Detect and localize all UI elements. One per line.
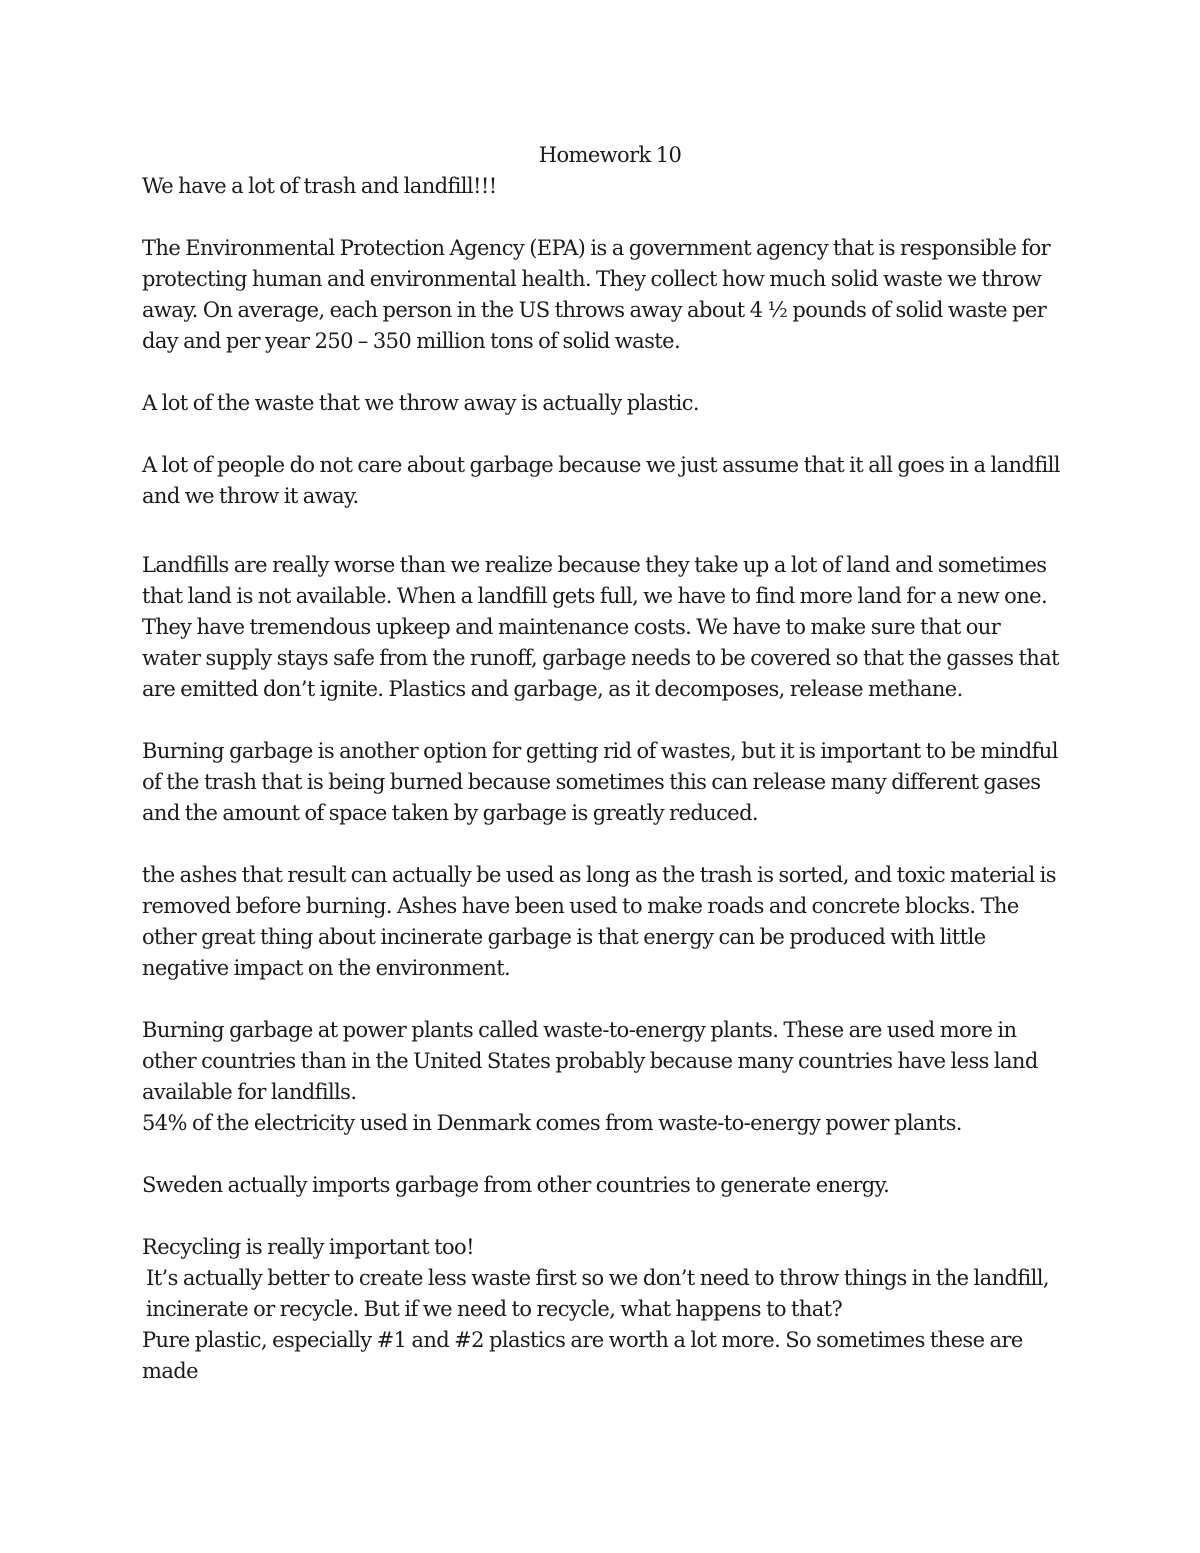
plastic-paragraph: A lot of the waste that we throw away is actually plastic. — [142, 391, 699, 415]
spacer — [142, 829, 1062, 860]
intro-line: We have a lot of trash and landfill!!! — [142, 174, 497, 198]
spacer — [142, 1201, 1062, 1232]
pure-plastic-paragraph: Pure plastic, especially #1 and #2 plastics are worth a lot more. So sometimes these are made — [142, 1328, 1023, 1383]
ashes-paragraph: the ashes that result can actually be used as long as the trash is sorted, and toxic material is removed before burning. Ashes have been used to make roads and concrete blocks. The other great thing about incinerate garbage is that energy can be produced with little negative impact on the environment. — [142, 863, 1056, 980]
power-plants-paragraph: Burning garbage at power plants called waste-to-energy plants. These are used more in other countries than in the United States probably because many countries have less land available for landfills. — [142, 1018, 1038, 1104]
document-page — [142, 140, 1062, 1387]
spacer — [142, 419, 1062, 450]
document-title: Homework 10 — [538, 143, 682, 167]
care-paragraph: A lot of people do not care about garbage because we just assume that it all goes in a landfill and we throw it away. — [142, 453, 1060, 508]
spacer — [142, 705, 1062, 736]
recycling-heading: Recycling is really important too! — [142, 1235, 474, 1259]
less-waste-paragraph: It’s actually better to create less waste first so we don’t need to throw things in the landfill, incinerate or recycle. But if we need to recycle, what happens to that? — [146, 1266, 1049, 1321]
burning-paragraph: Burning garbage is another option for getting rid of wastes, but it is important to be mindful of the trash that is being burned because sometimes this can release many different gases and the amount of space taken by garbage is greatly reduced. — [142, 739, 1058, 825]
spacer — [142, 357, 1062, 388]
spacer — [142, 202, 1062, 233]
epa-paragraph: The Environmental Protection Agency (EPA) is a government agency that is responsible for protecting human and environmental health. They collect how much solid waste we throw away. On average, each person in the US throws away about 4 ½ pounds of solid waste per day and per year 250 – 350 million tons of solid waste. — [142, 236, 1051, 353]
sweden-line: Sweden actually imports garbage from other countries to generate energy. — [142, 1173, 890, 1197]
denmark-line: 54% of the electricity used in Denmark comes from waste-to-energy power plants. — [142, 1111, 962, 1135]
spacer — [142, 1139, 1062, 1170]
spacer — [142, 512, 1062, 550]
landfills-paragraph: Landfills are really worse than we realize because they take up a lot of land and sometimes that land is not available. When a landfill gets full, we have to find more land for a new one. They have tremendous upkeep and maintenance costs. We have to make sure that our water supply stays safe from the runoff, garbage needs to be covered so that the gasses that are emitted don’t ignite. Plastics and garbage, as it decomposes, release methane. — [142, 553, 1059, 701]
spacer — [142, 984, 1062, 1015]
